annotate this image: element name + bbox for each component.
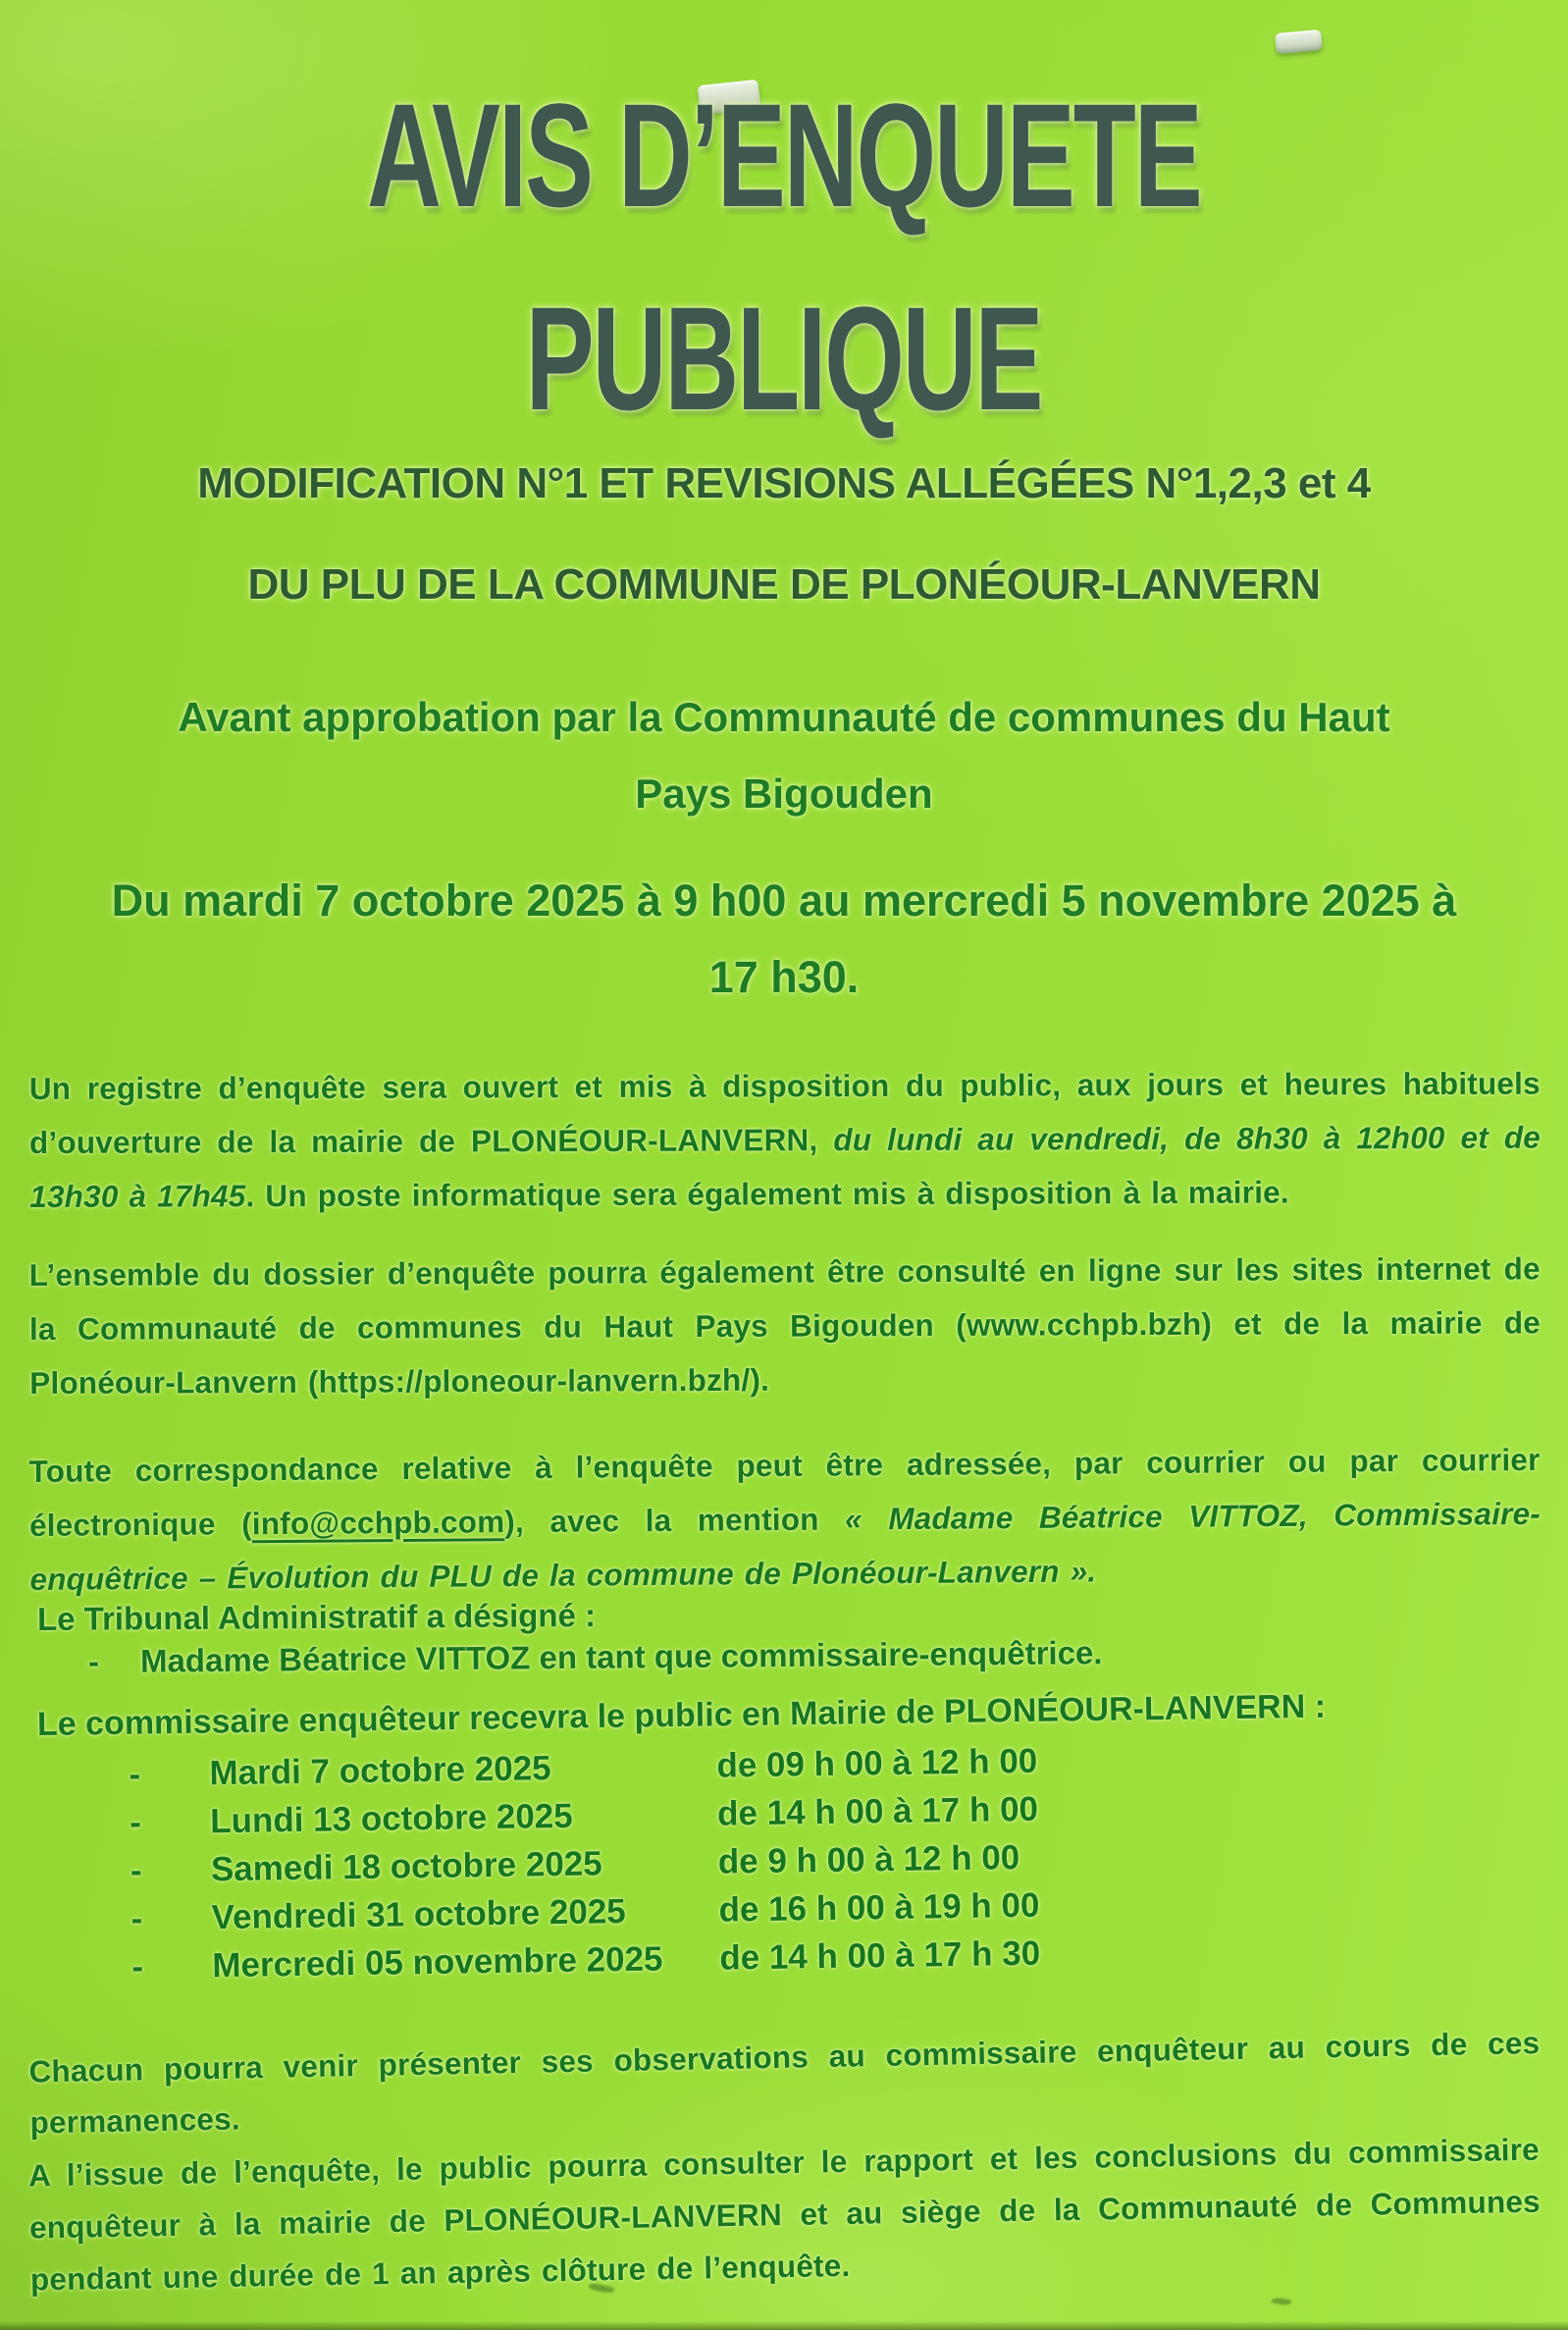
tribunal-designee: Madame Béatrice VITTOZ en tant que commissaire-enquêtrice. bbox=[139, 1634, 1103, 1679]
closing-report: A l’issue de l’enquête, le public pourra consulter le rapport et les conclusions du commissaire enquêteur à la mairie de PLONÉOUR-LANVERN et au siège de la Communauté de Communes pendant une durée de 1 an après clôture de l’enquête. bbox=[27, 2131, 1542, 2298]
correspondence-mention: « Madame Béatrice VITTOZ, Commissaire-enquêtrice – Évolution du PLU de la commune de Plonéour-Lanvern ». bbox=[29, 1495, 1542, 1597]
staple-icon bbox=[1275, 29, 1323, 54]
hearing-date: Vendredi 31 octobre 2025 bbox=[211, 1891, 627, 1937]
subtitle-plu: DU PLU DE LA COMMUNE DE PLONÉOUR-LANVERN bbox=[247, 560, 1321, 609]
closing-permanences: Chacun pourra venir présenter ses observations au commissaire enquêteur au cours de ces permanences. bbox=[28, 2024, 1541, 2141]
hearings-intro: Le commissaire enquêteur recevra le public en Mairie de PLONÉOUR-LANVERN : bbox=[36, 1687, 1327, 1743]
hearing-date: Mercredi 05 novembre 2025 bbox=[212, 1939, 663, 1986]
dash-bullet: - bbox=[87, 1643, 100, 1680]
subtitle-modification: MODIFICATION N°1 ET REVISIONS ALLÉGÉES N°1,2,3 et 4 bbox=[197, 459, 1371, 507]
approval-statement: Avant approbation par la Communauté de communes du Haut Pays Bigouden bbox=[178, 694, 1390, 817]
dash-bullet: - bbox=[129, 1803, 142, 1842]
hearing-time: de 9 h 00 à 12 h 00 bbox=[717, 1838, 1020, 1881]
register-text-start: Un registre d’enquête sera ouvert et mis à disposition du public, aux jours et heures habituels d’ouverture de la mairie de PLONÉOUR-LANVERN, bbox=[28, 1065, 1541, 1160]
correspondence-text-start: Toute correspondance relative à l’enquête peut être adressée, par courrier ou par courrier électronique ( bbox=[28, 1441, 1541, 1543]
paragraph-online-dossier: L’ensemble du dossier d’enquête pourra également être consulté en ligne sur les sites internet de la Communauté de communes du Haut Pays Bigouden (www.cchpb.bzh) et de la mairie de Plonéour-Lanvern (https://ploneour-lanvern.bzh/). bbox=[28, 1249, 1542, 1401]
paragraph-correspondence bbox=[28, 1432, 1541, 1606]
register-text-end: . Un poste informatique sera également mis à disposition à la mairie. bbox=[245, 1174, 1289, 1213]
hearing-time: de 09 h 00 à 12 h 00 bbox=[716, 1741, 1038, 1785]
dash-bullet: - bbox=[129, 1755, 141, 1794]
poster-title-line2 bbox=[0, 276, 1568, 441]
dash-bullet: - bbox=[131, 1899, 143, 1938]
hearing-date: Samedi 18 octobre 2025 bbox=[210, 1844, 602, 1889]
poster-title-line2-text: PUBLIQUE bbox=[526, 276, 1042, 441]
poster-title-line1 bbox=[0, 73, 1568, 238]
email-address: info@cchpb.com bbox=[251, 1503, 505, 1541]
paragraph-register bbox=[29, 1056, 1542, 1223]
poster-title-line1-text: AVIS D’ENQUETE bbox=[367, 73, 1201, 238]
dash-bullet: - bbox=[131, 1947, 144, 1986]
register-opening-hours: du lundi au vendredi, de 8h30 à 12h00 et de 13h30 à 17h45 bbox=[29, 1119, 1542, 1214]
hearing-time: de 14 h 00 à 17 h 00 bbox=[716, 1789, 1039, 1833]
hearing-date: Lundi 13 octobre 2025 bbox=[209, 1796, 573, 1841]
hearing-time: de 14 h 00 à 17 h 30 bbox=[719, 1933, 1041, 1978]
hearings-schedule bbox=[0, 1734, 1568, 1998]
hearing-time: de 16 h 00 à 19 h 00 bbox=[718, 1885, 1040, 1930]
photo-bottom-edge bbox=[0, 2321, 1568, 2330]
enquiry-period: Du mardi 7 octobre 2025 à 9 h00 au mercredi 5 novembre 2025 à 17 h30. bbox=[111, 875, 1457, 1002]
dash-bullet: - bbox=[130, 1851, 142, 1890]
correspondence-text-mid: ), avec la mention bbox=[504, 1500, 846, 1539]
ink-smudge bbox=[1272, 2298, 1292, 2306]
tribunal-heading: Le Tribunal Administratif a désigné : bbox=[36, 1597, 597, 1637]
hearing-date: Mardi 7 octobre 2025 bbox=[209, 1749, 551, 1793]
